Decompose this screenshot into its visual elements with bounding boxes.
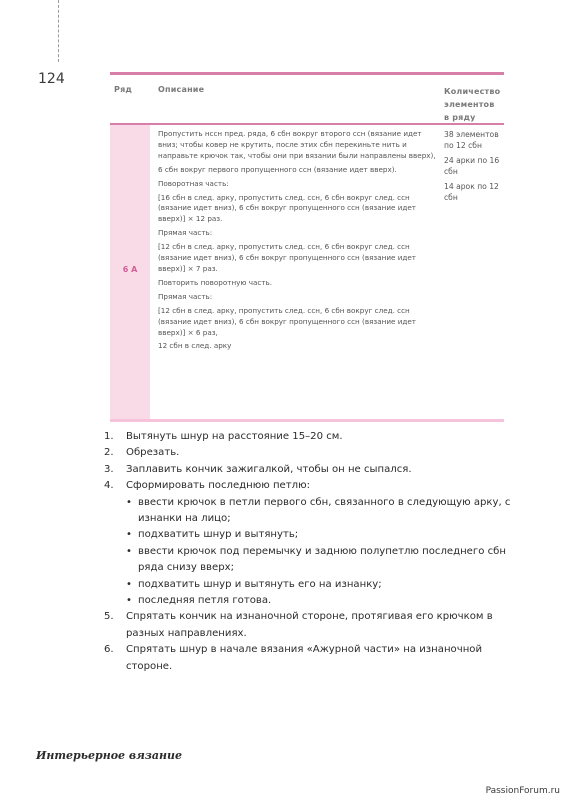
sub-item [126,593,524,609]
step-text: Спрятать кончик на изнаночной стороне, протягивая его крючком в разных направлениях. [126,611,493,639]
step-text: Вытянуть шнур на расстояние 15–20 см. [126,431,343,442]
page-number: 124 [38,71,65,87]
description-line: Повторить поворотную часть. [158,277,273,287]
sub-text: подхватить шнур и вытянуть его на изнанку; [138,578,382,590]
step-number: 4. [104,480,114,492]
description-line: Поворотная часть: [158,178,229,188]
table-header [110,75,504,123]
sub-item [126,495,524,528]
watermark: PassionForum.ru [485,786,560,796]
step-item [104,462,524,478]
header-description: Описание [158,85,205,94]
sub-text: подхватить шнур и вытянуть; [138,529,299,541]
step-item [104,429,524,445]
step-item [104,609,524,642]
footer-book-title: Интерьерное вязание [36,749,183,762]
description-line: Прямая часть: [158,228,213,238]
description-line: [12 сбн в след. арку, пропустить след. ссн, 6 сбн вокруг след. ссн (вязание идет вниз), 6 сбн вокруг пропущенного ссн (вязание идет вверх)] × 7 раз. [158,242,416,273]
count-cell [444,129,504,207]
description-line: [16 сбн в след. арку, пропустить след. ссн, 6 сбн вокруг след. ссн (вязание идет вниз), 6 сбн вокруг пропущенного ссн (вязание идет вверх)] × 12 раз. [158,192,416,224]
steps-list [104,429,524,675]
step-item [104,642,524,675]
description-line: Пропустить нссн пред. ряда, 6 сбн вокруг второго ссн (вязание идет вниз; чтобы ковер не крутить, после этих сбн перекиньте нить и направьте крючок так, чтобы они при вязании были направлены вверх), [158,129,436,160]
count-entry: 24 арки по 16 сбн [444,156,500,176]
bullet-icon: • [126,578,132,590]
sub-item [126,544,524,577]
step-number: 6. [104,644,114,656]
bullet-icon: • [126,595,132,607]
sub-text: ввести крючок под перемычку и заднюю полупетлю последнего сбн ряда снизу вверх; [138,545,506,574]
sub-item [126,577,524,593]
sub-text: последняя петля готова. [138,595,272,607]
bullet-icon: • [126,545,132,557]
count-entry: 38 элементов по 12 сбн [444,130,499,150]
row-label: 6 А [122,265,138,274]
sub-list [126,495,524,610]
description-line: 6 сбн вокруг первого пропущенного ссн (вязание идет вверх). [158,164,397,174]
description-line: 12 сбн в след. арку [158,341,232,351]
instruction-table [110,75,504,422]
header-count-line: элементов [444,100,495,109]
step-text: Обрезать. [126,447,180,459]
step-text: Спрятать шнур в начале вязания «Ажурной части» на изнаночной стороне. [126,644,483,672]
step-number: 1. [104,431,114,442]
margin-dashed-line [58,0,59,62]
bullet-icon: • [126,496,132,508]
row-label-cell [110,125,150,419]
header-count-line: в ряду [444,113,476,122]
description-cell [158,129,442,355]
step-number: 2. [104,447,114,459]
step-text: Заплавить кончик зажигалкой, чтобы он не сыпался. [126,463,412,475]
step-item [104,478,524,609]
count-entry: 14 арок по 12 сбн [444,182,499,202]
sub-text: ввести крючок в петли первого сбн, связанного в следующую арку, с изнанки на лицо; [138,496,511,525]
description-line: [12 сбн в след. арку, пропустить след. ссн, 6 сбн вокруг след. ссн (вязание идет вниз), 6 сбн вокруг пропущенного ссн (вязание идет вверх)] × 6 раз, [158,305,416,337]
sub-item [126,527,524,543]
step-number: 5. [104,611,114,623]
step-number: 3. [104,463,114,475]
header-row: Ряд [114,85,133,94]
header-count [444,85,504,124]
step-text: Сформировать последнюю петлю: [126,480,310,492]
bullet-icon: • [126,529,132,541]
table-bottom-rule [110,419,504,422]
description-line: Прямая часть: [158,291,213,301]
header-count-line: Количество [444,87,501,96]
table-row [110,125,504,419]
step-item [104,445,524,461]
